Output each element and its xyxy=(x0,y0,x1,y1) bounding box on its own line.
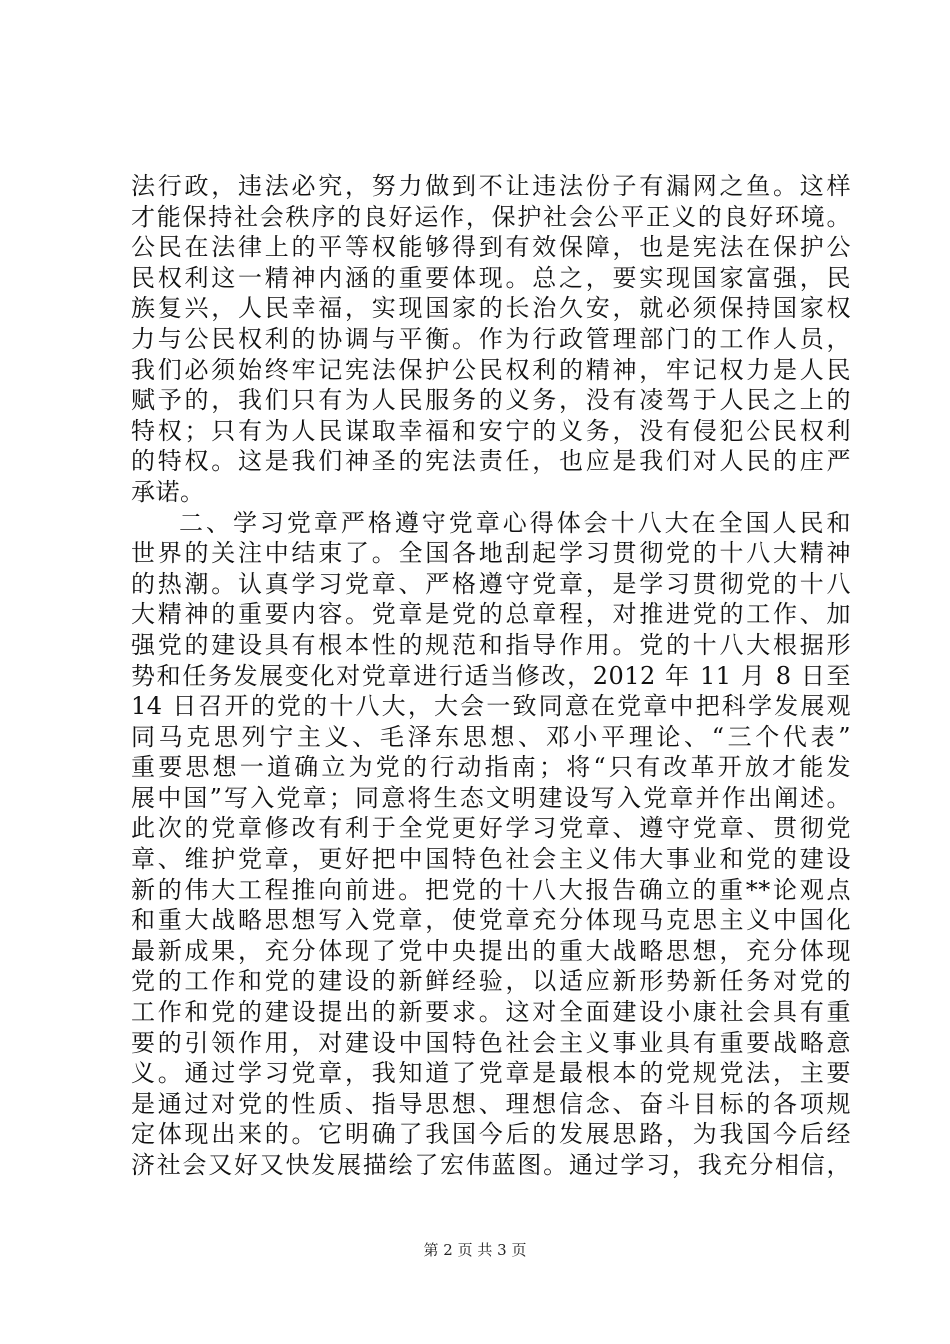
text-line: 承诺。 xyxy=(131,477,205,506)
text-line: 的热潮。认真学习党章、严格遵守党章，是学习贯彻党的十八 xyxy=(131,569,851,598)
text-line: 特权；只有为人民谋取幸福和安宁的义务，没有侵犯公民权利 xyxy=(131,416,851,445)
text-line: 定体现出来的。它明确了我国今后的发展思路，为我国今后经 xyxy=(131,1120,851,1149)
text-line: 才能保持社会秩序的良好运作，保护社会公平正义的良好环境。 xyxy=(131,202,851,231)
text-line: 党的工作和党的建设的新鲜经验，以适应新形势新任务对党的 xyxy=(131,967,851,996)
text-line: 最新成果，充分体现了党中央提出的重大战略思想，充分体现 xyxy=(131,936,851,965)
text-line: 和重大战略思想写入党章，使党章充分体现马克思主义中国化 xyxy=(131,906,851,935)
text-line: 要的引领作用，对建设中国特色社会主义事业具有重要战略意 xyxy=(131,1028,851,1057)
text-line: 我们必须始终牢记宪法保护公民权利的精神，牢记权力是人民 xyxy=(131,355,851,384)
text-line: 族复兴，人民幸福，实现国家的长治久安，就必须保持国家权 xyxy=(131,294,851,323)
text-line: 展中国”写入党章；同意将生态文明建设写入党章并作出阐述。 xyxy=(131,783,851,812)
text-line: 大精神的重要内容。党章是党的总章程，对推进党的工作、加 xyxy=(131,600,851,629)
text-line: 民权利这一精神内涵的重要体现。总之，要实现国家富强，民 xyxy=(131,263,851,292)
text-line: 14 日召开的党的十八大，大会一致同意在党章中把科学发展观 xyxy=(131,692,851,721)
body-text xyxy=(131,171,851,1181)
text-line: 公民在法律上的平等权能够得到有效保障，也是宪法在保护公 xyxy=(131,233,851,262)
text-line: 重要思想一道确立为党的行动指南；将“只有改革开放才能发 xyxy=(131,753,851,782)
text-line: 义。通过学习党章，我知道了党章是最根本的党规党法，主要 xyxy=(131,1059,851,1088)
page-number-footer: 第 2 页 共 3 页 xyxy=(423,1241,527,1259)
text-line: 势和任务发展变化对党章进行适当修改，2012 年 11 月 8 日至 xyxy=(131,661,851,690)
text-line: 新的伟大工程推向前进。把党的十八大报告确立的重**论观点 xyxy=(131,875,851,904)
section-heading-line: 二、学习党章严格遵守党章心得体会十八大在全国人民和 xyxy=(179,508,851,537)
text-line: 力与公民权利的协调与平衡。作为行政管理部门的工作人员， xyxy=(131,324,851,353)
text-line: 强党的建设具有根本性的规范和指导作用。党的十八大根据形 xyxy=(131,630,851,659)
text-line: 同马克思列宁主义、毛泽东思想、邓小平理论、“三个代表” xyxy=(131,722,851,751)
text-line: 的特权。这是我们神圣的宪法责任，也应是我们对人民的庄严 xyxy=(131,447,851,476)
text-line: 法行政，违法必究，努力做到不让违法份子有漏网之鱼。这样 xyxy=(131,172,851,200)
text-line: 济社会又好又快发展描绘了宏伟蓝图。通过学习，我充分相信， xyxy=(131,1151,851,1179)
text-line: 赋予的，我们只有为人民服务的义务，没有凌驾于人民之上的 xyxy=(131,386,851,415)
text-line: 章、维护党章，更好把中国特色社会主义伟大事业和党的建设 xyxy=(131,845,851,874)
text-line: 世界的关注中结束了。全国各地刮起学习贯彻党的十八大精神 xyxy=(131,539,851,568)
text-line: 此次的党章修改有利于全党更好学习党章、遵守党章、贯彻党 xyxy=(131,814,851,843)
text-line: 工作和党的建设提出的新要求。这对全面建设小康社会具有重 xyxy=(131,998,851,1027)
text-line: 是通过对党的性质、指导思想、理想信念、奋斗目标的各项规 xyxy=(131,1089,851,1118)
